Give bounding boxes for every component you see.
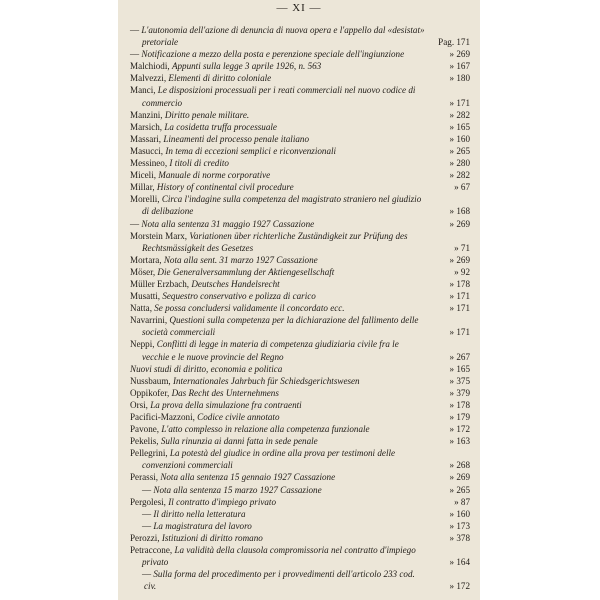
entry-page-number: » 267: [449, 351, 470, 362]
entry-author: Morstein Marx,: [130, 230, 190, 241]
index-entry: [130, 109, 470, 121]
index-entry: [130, 60, 470, 72]
index-entry: [130, 387, 470, 399]
index-entry: [130, 290, 470, 302]
index-entry: [130, 411, 470, 423]
index-entry: [130, 181, 470, 193]
entry-author: Marsich,: [130, 121, 165, 132]
entry-page-number: » 172: [449, 424, 470, 435]
index-entry: [130, 532, 470, 544]
entry-author: Millar,: [130, 182, 157, 193]
index-entry: [130, 84, 470, 108]
entry-author: Manzini,: [130, 109, 165, 120]
index-entry: [130, 278, 470, 290]
index-entry: [130, 314, 470, 338]
entry-title: Il diritto nella letteratura: [153, 508, 246, 519]
entry-page-number: » 179: [449, 412, 470, 422]
entry-author: —: [142, 520, 154, 531]
index-entry: [130, 145, 470, 157]
entry-title: La magistratura del lavoro: [153, 520, 252, 531]
index-entry: [130, 447, 470, 471]
entry-page-number: » 282: [449, 170, 470, 181]
entry-author: Neppi,: [130, 339, 157, 350]
entry-author: Müller Erzbach,: [130, 278, 192, 289]
entry-author: Malchiodi,: [130, 61, 172, 72]
book-page: [118, 0, 480, 600]
entry-page-number: » 171: [449, 291, 470, 302]
index-entry: [130, 254, 470, 266]
index-entry: [130, 157, 470, 169]
entry-title: Nota alla sentenza 15 marzo 1927 Cassazione: [153, 484, 322, 495]
entry-page-number: » 168: [449, 206, 470, 217]
entry-title: Conflitti di legge in materia di competenza giudiziaria civile fra le vecchie e le nuove provincie del Regno: [142, 339, 399, 362]
entry-title: Sulla rinunzia ai danni fatta in sede penale: [160, 436, 318, 447]
index-entry: [130, 399, 470, 411]
index-entry: [130, 133, 470, 145]
entry-title: Elementi di diritto coloniale: [168, 73, 272, 84]
entry-title: Il contratto d'impiego privato: [168, 496, 277, 507]
index-entry: [130, 471, 470, 483]
entry-page-number: » 178: [449, 278, 470, 289]
entry-author: —: [130, 218, 142, 229]
entry-title: Appunti sulla legge 3 aprile 1926, n. 563: [171, 61, 322, 72]
entry-author: Pekelis,: [130, 436, 161, 447]
index-entry: [130, 496, 470, 508]
index-entry: [130, 338, 470, 362]
index-entries: [130, 24, 470, 592]
entry-author: Möser,: [130, 266, 158, 277]
index-entry: [130, 24, 470, 48]
index-entry: [130, 48, 470, 60]
index-entry: [130, 230, 470, 254]
entry-page-number: » 171: [449, 97, 470, 108]
entry-author: Orsi,: [130, 399, 151, 410]
page-header: — XI —: [276, 2, 322, 14]
entry-title: Das Recht des Unternehmens: [171, 387, 279, 398]
entry-page-number: » 265: [449, 145, 470, 156]
index-entry: [130, 568, 470, 592]
entry-page-number: » 160: [449, 508, 470, 519]
entry-page-number: » 160: [449, 133, 470, 144]
entry-page-number: » 265: [449, 484, 470, 495]
entry-page-number: » 180: [449, 73, 470, 84]
entry-author: Pergolesi,: [130, 496, 169, 507]
index-entry: [130, 544, 470, 568]
entry-title: Circa l'indagine sulla competenza del magistrato straniero nel giudizio di delibazione: [142, 194, 422, 217]
entry-page-number: » 378: [449, 532, 470, 543]
entry-author: —: [142, 569, 154, 580]
entry-author: Pellegrini,: [130, 448, 170, 459]
entry-page-number: » 282: [449, 109, 470, 120]
entry-author: Pavone,: [130, 424, 162, 435]
index-entry: [130, 508, 470, 520]
entry-title: La validità della clausola compromissoria nel contratto d'impiego privato: [142, 545, 416, 568]
entry-page-number: » 269: [449, 254, 470, 265]
index-entry: [130, 435, 470, 447]
entry-title: Questioni sulla competenza per la dichiarazione del fallimento delle società commerciali: [142, 315, 419, 338]
entry-title: I titoli di credito: [169, 158, 229, 169]
entry-page-number: » 165: [449, 363, 470, 374]
entry-author: Masucci,: [130, 145, 166, 156]
entry-page-number: » 71: [454, 242, 470, 253]
entry-page-number: » 172: [449, 581, 470, 592]
entry-title: Sequestro conservativo e polizza di carico: [162, 291, 316, 302]
entry-title: History of continental civil procedure: [156, 182, 294, 193]
entry-title: Diritto penale militare.: [164, 109, 250, 120]
entry-title: Internationales Jahrbuch für Schiedsgerichtswesen: [172, 375, 360, 386]
entry-author: Manci,: [130, 85, 158, 96]
entry-author: Petraccone,: [130, 545, 175, 556]
index-entry: [130, 121, 470, 133]
entry-page-number: » 163: [449, 436, 470, 447]
entry-title: Variationen über richterliche Zuständigkeit zur Prüfung des Rechtsmässigkeit des Gesetzes: [142, 230, 408, 253]
entry-title: In tema di eccezioni semplici e riconvenzionali: [165, 145, 337, 156]
index-entry: [130, 169, 470, 181]
entry-title: Lineamenti del processo penale italiano: [163, 133, 309, 144]
entry-author: Malvezzi,: [130, 73, 169, 84]
entry-page-number: » 87: [454, 496, 470, 507]
entry-page-number: » 164: [449, 557, 470, 568]
index-entry: [130, 484, 470, 496]
entry-page-number: » 92: [454, 266, 470, 277]
index-entry: [130, 520, 470, 532]
index-entry: [130, 218, 470, 230]
entry-title: Istituzioni di diritto romano: [161, 532, 263, 543]
index-entry: [130, 363, 470, 375]
entry-author: Navarrini,: [130, 315, 170, 326]
entry-author: Oppikofer,: [130, 387, 172, 398]
entry-title: Nota alla sentenza 31 maggio 1927 Cassazione: [141, 218, 315, 229]
entry-page-number: » 269: [449, 49, 470, 60]
index-entry: [130, 72, 470, 84]
entry-page-number: » 165: [449, 121, 470, 132]
entry-title: Codice civile annotato: [197, 412, 280, 422]
entry-title: L'atto complesso in relazione alla competenza funzionale: [161, 424, 370, 435]
entry-title: Nota alla sent. 31 marzo 1927 Cassazione: [163, 254, 318, 265]
index-entry: [130, 193, 470, 217]
entry-title: Manuale di norme corporative: [158, 170, 271, 181]
entry-author: Perassi,: [130, 472, 161, 483]
entry-title: La prova della simulazione fra contraenti: [150, 399, 302, 410]
entry-page-number: » 173: [449, 520, 470, 531]
entry-page-number: » 269: [449, 218, 470, 229]
entry-page-number: » 280: [449, 158, 470, 169]
index-entry: [130, 302, 470, 314]
entry-author: Pacifici-Mazzoni,: [130, 412, 198, 422]
entry-author: Nussbaum,: [130, 375, 173, 386]
entry-author: Mortara,: [130, 254, 164, 265]
entry-page-number: » 171: [449, 327, 470, 338]
entry-title: La cosidetta truffa processuale: [164, 121, 277, 132]
entry-title: Le disposizioni processuali per i reati commerciali nel nuovo codice di commercio: [142, 85, 416, 108]
entry-title: Sulla forma del procedimento per i provvedimenti dell'articolo 233 cod. civ.: [144, 569, 415, 592]
entry-title: L'autonomia dell'azione di denuncia di nuova opera e l'appello dal «desistat» pretoriale: [141, 25, 425, 48]
entry-page-number: Pag. 171: [438, 37, 470, 48]
entry-author: Musatti,: [130, 291, 163, 302]
index-entry: [130, 423, 470, 435]
entry-page-number: » 269: [449, 472, 470, 483]
entry-author: —: [142, 484, 154, 495]
entry-page-number: » 167: [449, 61, 470, 72]
entry-title: Notificazione a mezzo della posta e perenzione speciale dell'ingiunzione: [141, 49, 405, 60]
entry-author: Perozzi,: [130, 532, 162, 543]
entry-author: —: [130, 25, 142, 35]
entry-author: —: [130, 49, 142, 60]
entry-title: Se possa concludersi validamente il concordato ecc.: [154, 303, 345, 314]
entry-page-number: » 178: [449, 399, 470, 410]
index-entry: [130, 375, 470, 387]
entry-page-number: » 268: [449, 460, 470, 471]
entry-author: Morelli,: [130, 194, 162, 205]
entry-author: —: [142, 508, 154, 519]
entry-title: Die Generalversammlung der Aktiengesellschaft: [157, 266, 335, 277]
entry-page-number: » 171: [449, 303, 470, 314]
entry-page-number: » 67: [454, 182, 470, 193]
entry-title: Nota alla sentenza 15 gennaio 1927 Cassazione: [160, 472, 336, 483]
entry-page-number: » 375: [449, 375, 470, 386]
entry-page-number: » 379: [449, 387, 470, 398]
entry-author: Miceli,: [130, 170, 159, 181]
index-entry: [130, 266, 470, 278]
entry-title: Nuovi studi di diritto, economia e politica: [130, 363, 283, 374]
entry-title: La potestà del giudice in ordine alla prova per testimoni delle convenzioni commerciali: [142, 448, 396, 471]
entry-author: Massari,: [130, 133, 164, 144]
entry-author: Natta,: [130, 303, 155, 314]
entry-author: Messineo,: [130, 158, 170, 169]
entry-title: Deutsches Handelsrecht: [191, 278, 280, 289]
